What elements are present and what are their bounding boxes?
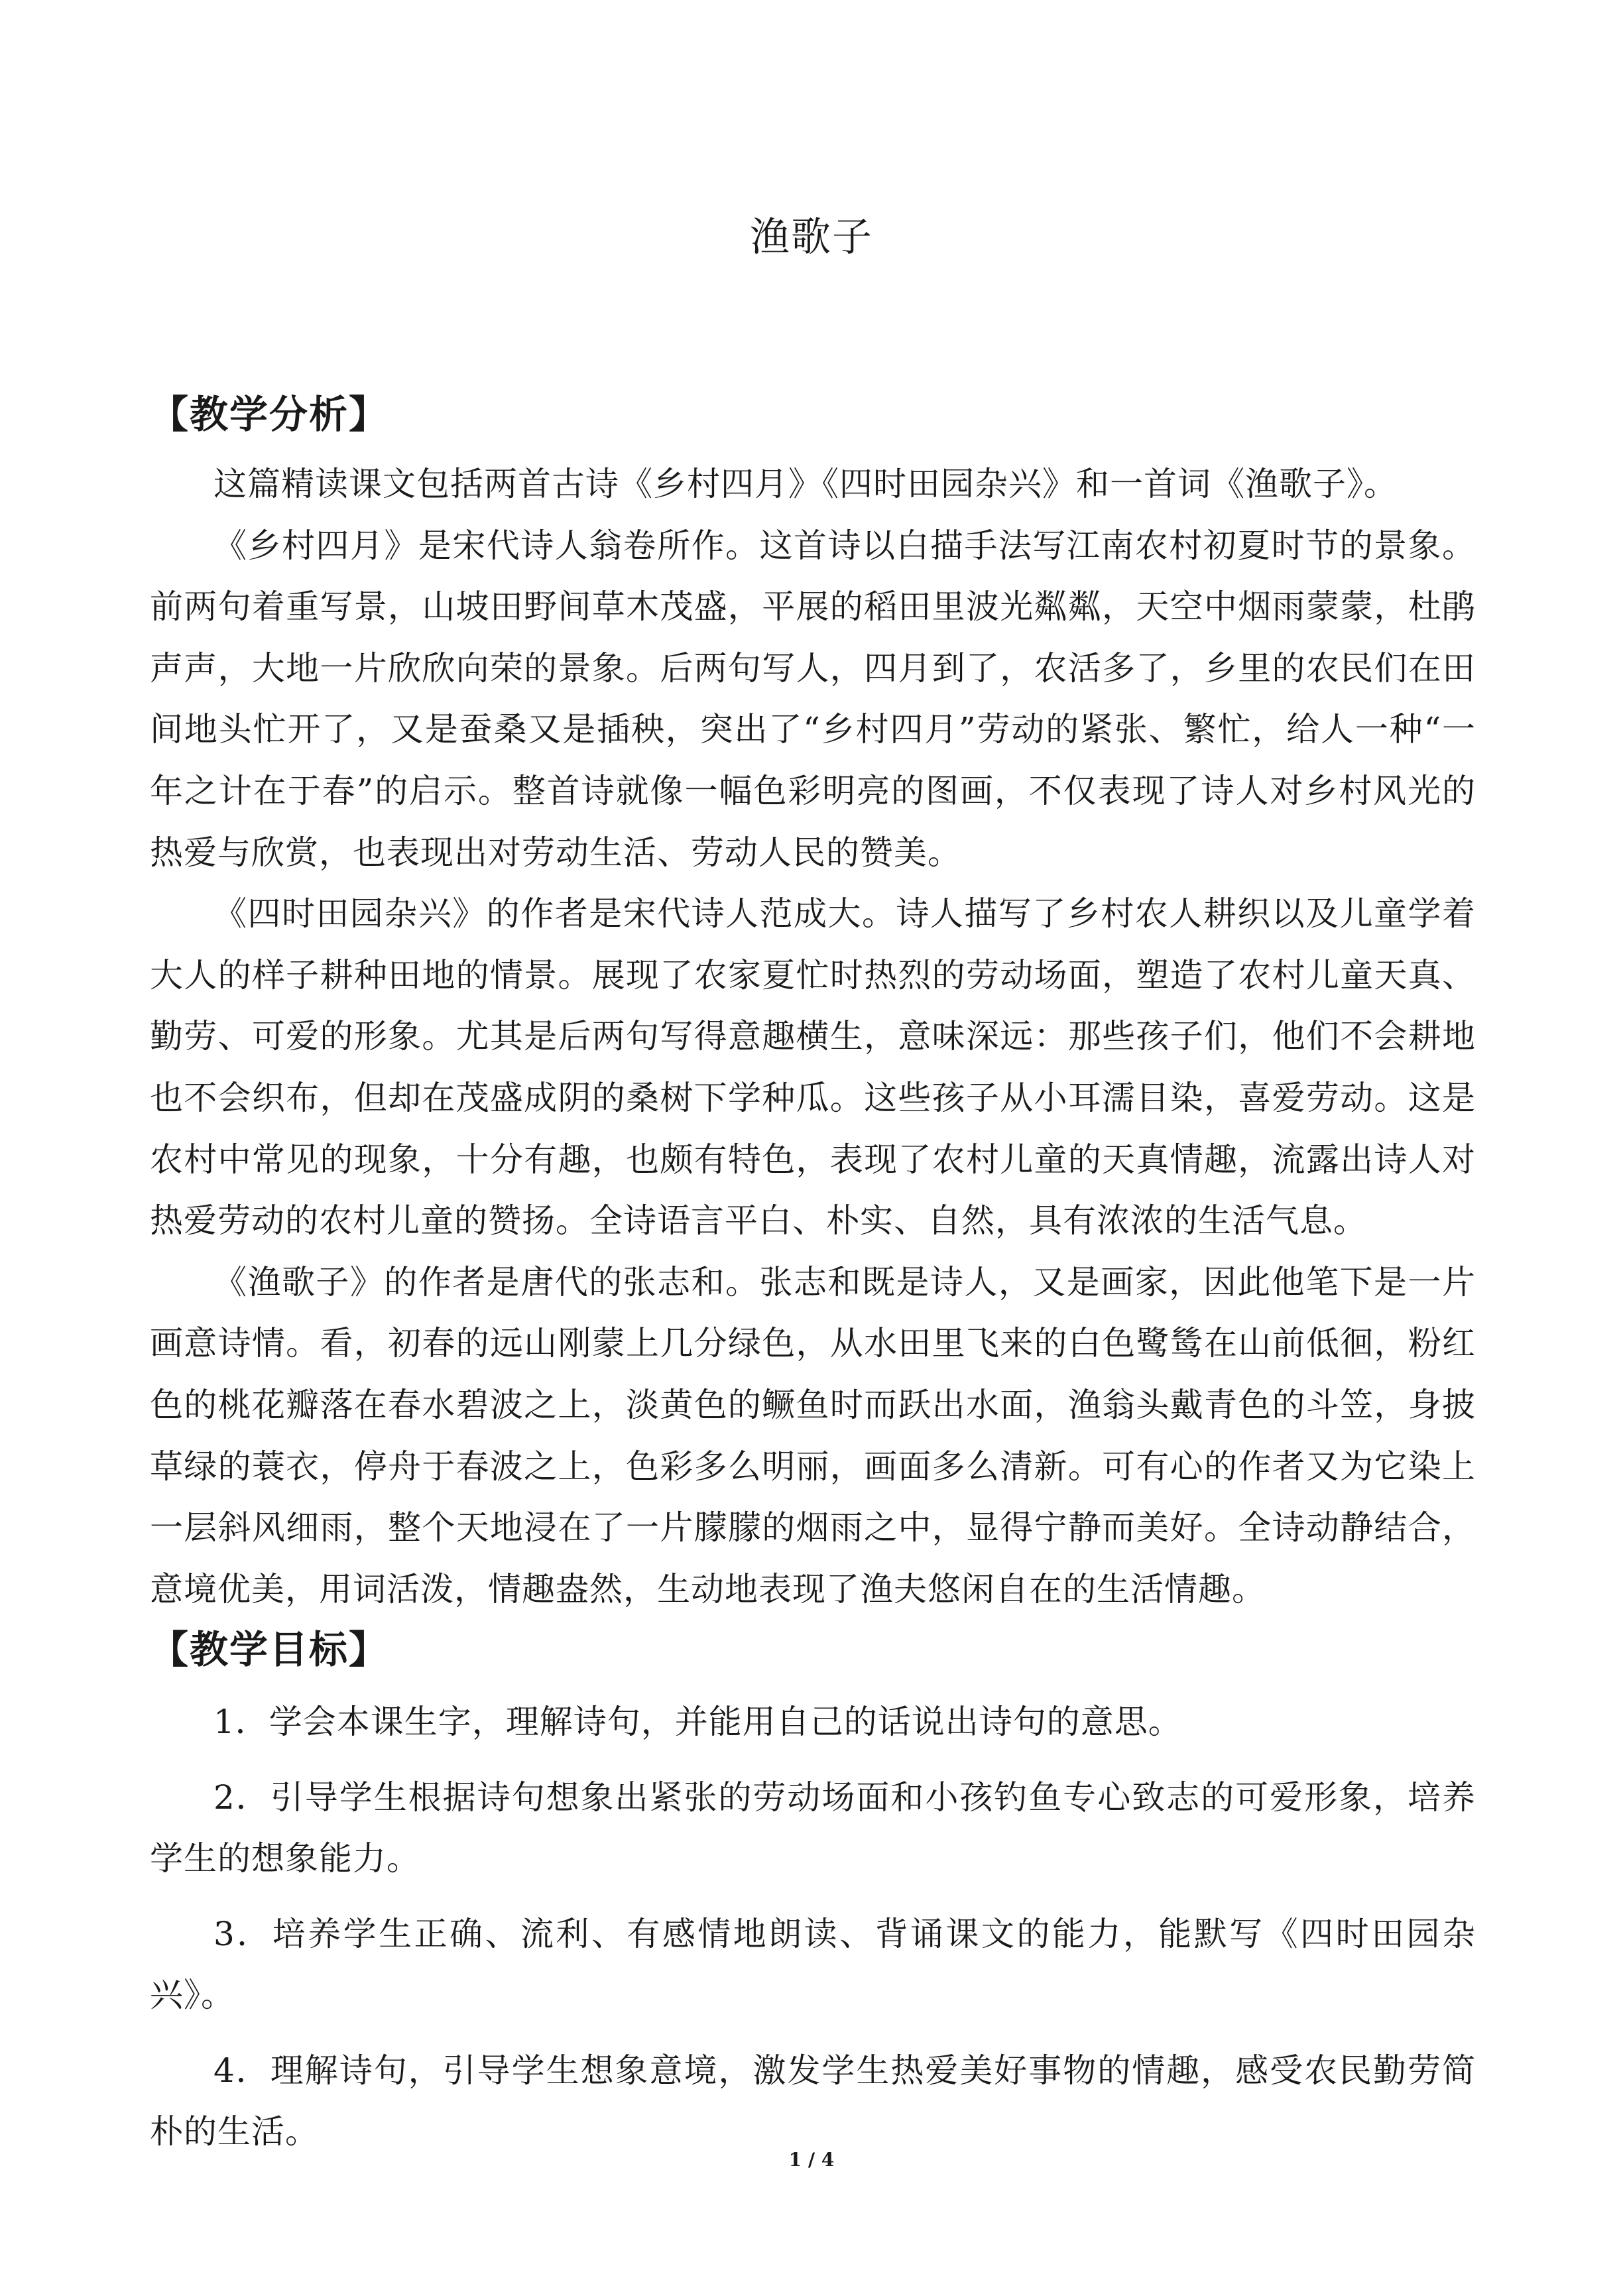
section-heading-analysis: 【教学分析】	[150, 392, 389, 437]
objective-item: 3．培养学生正确、流利、有感情地朗读、背诵课文的能力，能默写《四时田园杂兴》。	[150, 1915, 1476, 2015]
analysis-paragraph: 《乡村四月》是宋代诗人翁卷所作。这首诗以白描手法写江南农村初夏时节的景象。前两句着重写景，山坡田野间草木茂盛，平展的稻田里波光粼粼，天空中烟雨蒙蒙，杜鹃声声，大地一片欣欣向荣的景象。后两句写人，四月到了，农活多了，乡里的农民们在田间地头忙开了，又是蚕桑又是插秧，突出了“乡村四月”劳动的紧张、繁忙，给人一种“一年之计在于春”的启示。整首诗就像一幅色彩明亮的图画，不仅表现了诗人对乡村风光的热爱与欣赏，也表现出对劳动生活、劳动人民的赞美。	[150, 526, 1476, 872]
analysis-paragraph: 《渔歌子》的作者是唐代的张志和。张志和既是诗人，又是画家，因此他笔下是一片画意诗情。看，初春的远山刚蒙上几分绿色，从水田里飞来的白色鹭鸶在山前低徊，粉红色的桃花瓣落在春水碧波之上，淡黄色的鳜鱼时而跃出水面，渔翁头戴青色的斗笠，身披草绿的蓑衣，停舟于春波之上，色彩多么明丽，画面多么清新。可有心的作者又为它染上一层斜风细雨，整个天地浸在了一片朦朦的烟雨之中，显得宁静而美好。全诗动静结合，意境优美，用词活泼，情趣盎然，生动地表现了渔夫悠闲自在的生活情趣。	[150, 1262, 1476, 1608]
document-body	[150, 385, 1476, 2177]
section-heading-objectives: 【教学目标】	[150, 1627, 389, 1673]
objective-item: 4．理解诗句，引导学生想象意境，激发学生热爱美好事物的情趣，感受农民勤劳简朴的生活。	[150, 2051, 1476, 2151]
analysis-paragraph: 《四时田园杂兴》的作者是宋代诗人范成大。诗人描写了乡村农人耕织以及儿童学着大人的样子耕种田地的情景。展现了农家夏忙时热烈的劳动场面，塑造了农村儿童天真、勤劳、可爱的形象。尤其是后两句写得意趣横生，意味深远：那些孩子们，他们不会耕地也不会织布，但却在茂盛成阴的桑树下学种瓜。这些孩子从小耳濡目染，喜爱劳动。这是农村中常见的现象，十分有趣，也颇有特色，表现了农村儿童的天真情趣，流露出诗人对热爱劳动的农村儿童的赞扬。全诗语言平白、朴实、自然，具有浓浓的生活气息。	[150, 894, 1476, 1240]
objective-item: 1．学会本课生字，理解诗句，并能用自己的话说出诗句的意思。	[213, 1703, 1182, 1742]
objective-item: 2．引导学生根据诗句想象出紧张的劳动场面和小孩钓鱼专心致志的可爱形象，培养学生的想象能力。	[150, 1778, 1476, 1878]
page-title: 渔歌子	[750, 214, 873, 261]
analysis-paragraph: 这篇精读课文包括两首古诗《乡村四月》《四时田园杂兴》和一首词《渔歌子》。	[213, 465, 1398, 503]
page-number: 1 / 4	[788, 2149, 835, 2171]
